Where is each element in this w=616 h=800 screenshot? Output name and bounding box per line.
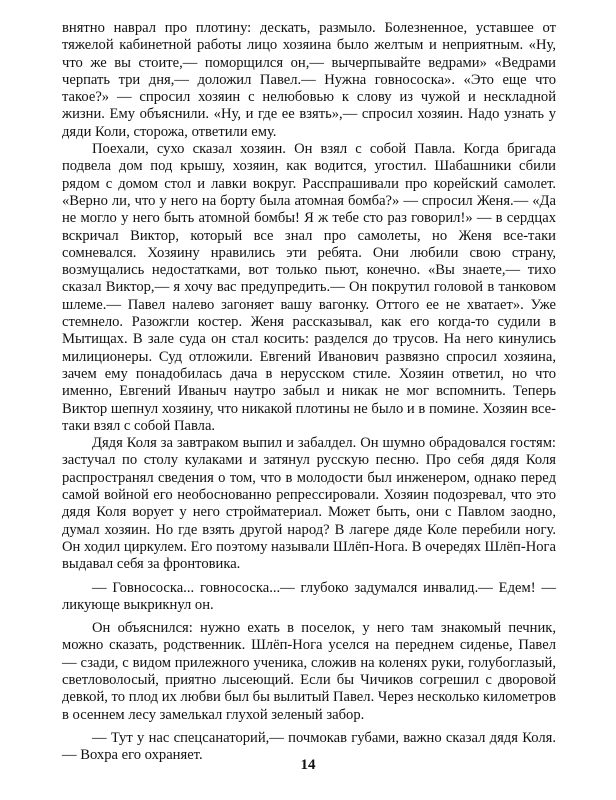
- page-number: 14: [300, 757, 316, 773]
- paragraph-5: Он объяснился: нужно ехать в поселок, у него там знакомый печник, можно сказать, родственник. Шлёп-Нога уселся на переднем сиденье, Павел — сзади, с видом прилежного ученика, сложив на коленях руки, голубоглазый, светловолосый, приятно лысеющий. Если бы Чичиков согрешил с дворовой девкой, то плод их любви был бы вылитый Павел. Через несколько километров в осеннем лесу замелькал глухой зеленый забор.: [62, 620, 556, 723]
- paragraph-2: Поехали, сухо сказал хозяин. Он взял с собой Павла. Когда бригада подвела дом под крышу, хозяин, как водится, угостил. Шабашники сбили рядом с домом стол и лавки вокруг. Расспрашивали про корейский самолет. «Верно ли, что у него на борту была атомная бомба?» — спросил Женя.— «Да не могло у него быть атомной бомбы! Я ж тебе сто раз говорил!» — в сердцах вскричал Виктор, который все знал про самолеты, но Женя все-таки сомневался. Хозяину нравились эти ребята. Они любили свою страну, возмущались недостатками, вот только пьют, конечно. «Вы знаете,— тихо сказал Виктор,— я хочу вас предупредить.— Он покрутил головой в танковом шлеме.— Павел налево загоняет вашу вагонку. Оттого ее не хватает». Уже стемнело. Разожгли костер. Женя рассказывал, как его когда-то судили в Мытищах. В зале суда он стал косить: разделся до трусов. На него кинулись милиционеры. Суд отложили. Евгений Иванович развязно спросил хозяина, зачем ему понадобилась дача в нерусском стиле. Хозяин ответил, но что именно, Евгений Иваныч наутро забыл и никак не мог вспомнить. Теперь Виктор шепнул хозяину, что никакой плотины не было и в помине. Хозяин все-таки взял с собой Павла.: [62, 141, 556, 434]
- paragraph-6: — Тут у нас спецсанаторий,— почмокав губами, важно сказал дядя Коля.— Вохра его охраняет.: [62, 729, 556, 764]
- paragraph-4: — Говнососка... говнососка...— глубоко задумался инвалид.— Едем! — ликующе выкрикнул он.: [62, 579, 556, 613]
- paragraph-3: Дядя Коля за завтраком выпил и забалдел. Он шумно обрадовался гостям: застучал по столу кулаками и затянул русскую песню. Про себя дядя Коля распространял сведения о том, что в молодости был инженером, однако перед самой войной его необоснованно репрессировали. Хозяин подозревал, что это дядя Коля ворует у него стройматериал. Может быть, они с Павлом заодно, думал хозяин. Но где взять другой народ? В лагере дяде Коле перебили ногу. Он ходил циркулем. Его поэтому называли Шлёп-Нога. В очередях Шлёп-Нога выдавал себя за фронтовика.: [62, 435, 556, 573]
- paragraph-1: внятно наврал про плотину: дескать, размыло. Болезненное, уставшее от тяжелой кабинетной работы лицо хозяина было желтым и неприятным. «Ну, что же вы стоите,— поморщился он,— вычерпывайте ведрами» «Ведрами черпать три дня,— доложил Павел.— Нужна говнососка». «Это еще что такое?» — спросил хозяин с нелюбовью к слову из чужой и нескладной жизни. Ему объяснили. «Ну, и где ее взять»,— спросил хозяин. Надо узнать у дяди Коли, сторожа, ответили ему.: [62, 20, 556, 140]
- book-page: [62, 20, 556, 764]
